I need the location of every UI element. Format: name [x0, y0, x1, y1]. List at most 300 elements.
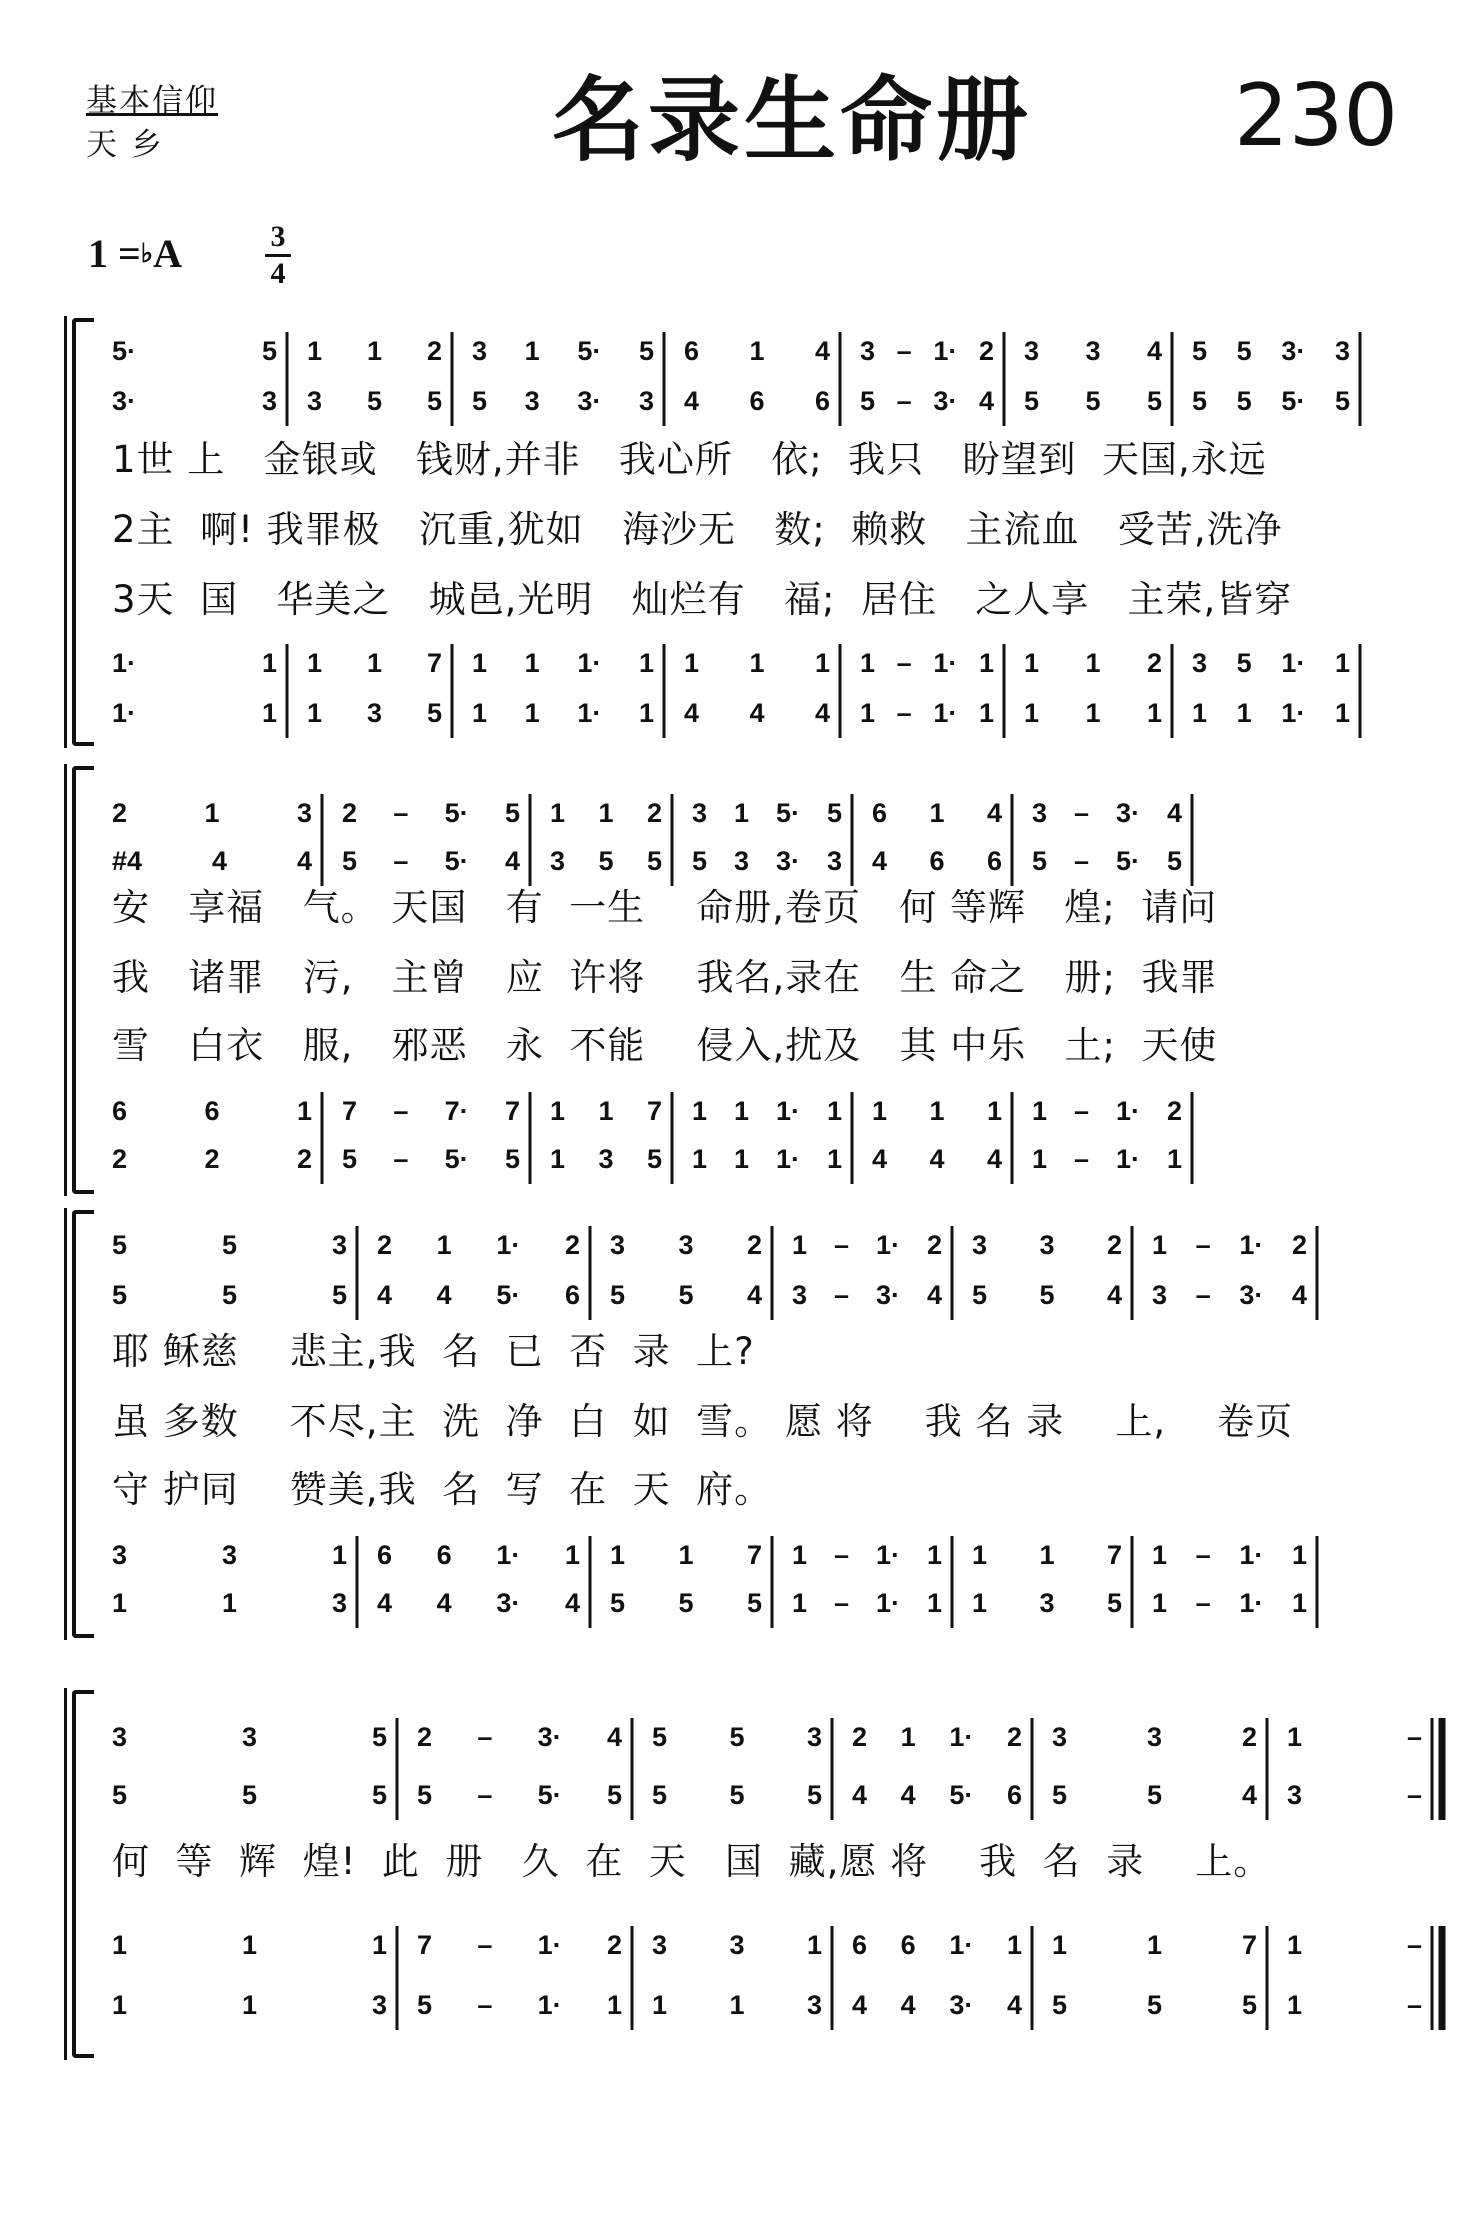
note: 2	[426, 336, 442, 366]
note: 5·	[1281, 386, 1306, 416]
note: 5·	[496, 1280, 521, 1310]
soprano-alto-measure	[342, 846, 520, 877]
note: 5·	[537, 1780, 562, 1810]
tenor-bass-measure	[1032, 1096, 1182, 1127]
note: –	[896, 336, 912, 366]
note: –	[1406, 1930, 1422, 1960]
note: 4	[211, 846, 228, 876]
note: 2	[606, 1930, 622, 1960]
note: –	[833, 1588, 850, 1618]
note: 3	[1085, 336, 1101, 366]
note: 1	[749, 336, 765, 366]
note: 2	[746, 1230, 762, 1260]
note: 6	[929, 846, 945, 876]
note: 4	[926, 1280, 942, 1310]
note: 1	[307, 648, 323, 678]
tenor-bass-measure	[1152, 1588, 1307, 1619]
tenor-bass-measure	[377, 1588, 580, 1619]
tenor-bass-measure	[112, 1930, 387, 1961]
note: 1	[1152, 1540, 1168, 1570]
soprano-alto-measure	[792, 1230, 942, 1261]
key-note: A	[153, 231, 182, 276]
note: 1·	[1115, 1144, 1140, 1174]
soprano-alto-measure	[377, 1230, 580, 1261]
note: 1	[652, 1990, 668, 2020]
soprano-alto-measure	[1287, 1780, 1422, 1811]
tenor-bass-measure	[852, 1930, 1022, 1961]
note: 1·	[875, 1588, 900, 1618]
note: 1	[638, 698, 654, 728]
soprano-alto-measure	[1287, 1722, 1422, 1753]
note: –	[1406, 1990, 1422, 2020]
note: 3	[366, 698, 383, 728]
tenor-bass-measure	[1024, 698, 1162, 729]
note: 5	[652, 1722, 668, 1752]
note: 1	[729, 1990, 745, 2020]
note: 5	[1192, 386, 1208, 416]
note: 1	[684, 648, 700, 678]
note: 5	[1166, 846, 1182, 876]
soprano-alto-measure	[1032, 846, 1182, 877]
note: 3·	[537, 1722, 562, 1752]
note: 5	[371, 1780, 387, 1810]
note: –	[1406, 1780, 1422, 1810]
note: 6	[986, 846, 1002, 876]
note: 2	[926, 1230, 942, 1260]
note: 4	[377, 1588, 393, 1618]
note: 2	[978, 336, 994, 366]
note: 3	[1039, 1588, 1055, 1618]
note: 1·	[537, 1930, 562, 1960]
note: 3	[1287, 1780, 1303, 1810]
note: 1	[806, 1930, 822, 1960]
note: 4	[1166, 798, 1182, 828]
note: 3	[860, 336, 876, 366]
note: 1·	[1281, 648, 1306, 678]
note: 5	[826, 798, 842, 828]
note: 1	[1287, 1990, 1303, 2020]
soprano-alto-measure	[972, 1230, 1122, 1261]
soprano-alto-measure	[472, 336, 654, 367]
note: 3·	[496, 1588, 521, 1618]
soprano-alto-measure	[972, 1280, 1122, 1311]
note: 6	[377, 1540, 393, 1570]
note: 1	[1334, 698, 1350, 728]
soprano-alto-measure	[1052, 1780, 1257, 1811]
tenor-bass-measure	[972, 1588, 1122, 1619]
note: –	[393, 1096, 409, 1126]
note: 1	[112, 1990, 128, 2020]
note: 4	[872, 1144, 888, 1174]
lyric-line-3: 雪 白衣 服, 邪恶 永 不能 侵入,扰及 其 中乐 土; 天使	[112, 1024, 1218, 1067]
note: 4	[296, 846, 312, 876]
soprano-alto-measure	[417, 1780, 622, 1811]
note: 1	[1291, 1540, 1307, 1570]
note: 5	[678, 1280, 694, 1310]
tenor-bass-measure	[872, 1096, 1002, 1127]
note: 5	[746, 1588, 762, 1618]
tenor-bass-measure	[652, 1990, 822, 2021]
note: 1·	[775, 1096, 800, 1126]
note: 1	[929, 1096, 945, 1126]
note: 6	[749, 386, 765, 416]
soprano-alto-measure	[652, 1722, 822, 1753]
note: 1	[792, 1540, 808, 1570]
note: 1	[1032, 1096, 1048, 1126]
note: –	[477, 1722, 493, 1752]
note: 4	[986, 798, 1002, 828]
soprano-alto-measure	[112, 846, 312, 877]
note: 1	[1152, 1588, 1168, 1618]
note: 1	[972, 1540, 988, 1570]
note: 1	[331, 1540, 347, 1570]
note: 2	[296, 1144, 312, 1174]
note: 3	[1024, 336, 1040, 366]
soprano-alto-measure	[1024, 386, 1162, 417]
system-2	[72, 766, 1412, 1186]
tenor-bass-measure	[1152, 1540, 1307, 1571]
note: 3	[241, 1722, 258, 1752]
note: 1	[1039, 1540, 1055, 1570]
note: 5	[472, 386, 488, 416]
subcategory-label: 天 乡	[86, 127, 164, 163]
note: 1	[366, 336, 383, 366]
note: 2	[204, 1144, 220, 1174]
soprano-alto-measure	[112, 1780, 387, 1811]
note: –	[896, 648, 912, 678]
soprano-alto-measure	[872, 846, 1002, 877]
note: 5	[646, 846, 662, 876]
note: 5	[112, 1280, 128, 1310]
note: 6	[684, 336, 700, 366]
note: 1	[1146, 1930, 1163, 1960]
note: 4	[814, 336, 830, 366]
note: 5	[504, 798, 520, 828]
note: 5	[860, 386, 876, 416]
soprano-alto-measure	[377, 1280, 580, 1311]
note: 3	[1152, 1280, 1168, 1310]
lyric-line-1: 何 等 辉 煌! 此 册 久 在 天 国 藏,愿 将 我 名 录 上。	[112, 1840, 1272, 1883]
soprano-alto-measure	[684, 386, 830, 417]
note: 5	[610, 1588, 626, 1618]
note: 3	[1052, 1722, 1068, 1752]
soprano-alto-measure	[112, 1280, 347, 1311]
tenor-bass-measure	[342, 1144, 520, 1175]
note: 3	[261, 386, 277, 416]
soprano-alto-measure	[1052, 1722, 1257, 1753]
note: –	[1073, 846, 1090, 876]
tenor-bass-measure	[417, 1990, 622, 2021]
note: 3	[472, 336, 488, 366]
note: 5	[1052, 1990, 1068, 2020]
note: 5·	[949, 1780, 974, 1810]
soprano-alto-measure	[112, 336, 277, 367]
note: 1	[1085, 698, 1101, 728]
note: 4	[749, 698, 765, 728]
note: 6	[872, 798, 888, 828]
note: 1	[986, 1096, 1002, 1126]
note: 4	[606, 1722, 622, 1752]
tenor-bass-measure	[112, 1540, 347, 1571]
note: 2	[1166, 1096, 1182, 1126]
tenor-bass-measure	[1192, 648, 1350, 679]
soprano-alto-measure	[860, 386, 994, 417]
note: 4	[1006, 1990, 1022, 2020]
note: 3	[112, 1722, 128, 1752]
soprano-alto-measure	[112, 1722, 387, 1753]
note: 4	[746, 1280, 762, 1310]
system-1	[72, 318, 1412, 738]
tenor-bass-measure	[112, 1990, 387, 2021]
soprano-alto-measure	[1152, 1230, 1307, 1261]
note: 1·	[949, 1930, 974, 1960]
note: 1	[550, 1096, 566, 1126]
tenor-bass-measure	[792, 1588, 942, 1619]
note: 1	[814, 648, 830, 678]
note: 1	[638, 648, 654, 678]
note: 1	[1024, 698, 1040, 728]
note: 1·	[933, 336, 958, 366]
note: 3	[972, 1230, 988, 1260]
note: 1	[472, 648, 488, 678]
note: 5	[371, 1722, 387, 1752]
note: –	[1073, 798, 1090, 828]
soprano-alto-measure	[1192, 336, 1350, 367]
note: 5	[342, 846, 358, 876]
note: 4	[852, 1780, 868, 1810]
note: 1	[978, 648, 994, 678]
note: 3·	[577, 386, 602, 416]
note: 3·	[1239, 1280, 1264, 1310]
note: 1	[692, 1144, 708, 1174]
system-3	[72, 1210, 1412, 1630]
note: 1	[436, 1230, 452, 1260]
tenor-bass-measure	[860, 698, 994, 729]
soprano-alto-measure	[1024, 336, 1162, 367]
note: 5	[1106, 1588, 1122, 1618]
note: –	[896, 386, 912, 416]
lyric-line-1: 1世 上 金银或 钱财,并非 我心所 依; 我只 盼望到 天国,永远	[112, 438, 1267, 481]
soprano-alto-measure	[610, 1280, 762, 1311]
note: –	[477, 1930, 493, 1960]
note: 1	[749, 648, 765, 678]
time-denominator: 4	[270, 257, 286, 290]
note: 1	[204, 798, 220, 828]
note: –	[1195, 1540, 1211, 1570]
note: 5	[426, 698, 442, 728]
note: 1	[1334, 648, 1350, 678]
note: 5·	[1115, 846, 1140, 876]
tenor-bass-measure	[112, 1144, 312, 1175]
note: 1	[1166, 1144, 1182, 1174]
note: 3	[331, 1588, 347, 1618]
note: 4	[1241, 1780, 1257, 1810]
soprano-alto-measure	[112, 1230, 347, 1261]
note: 1	[733, 1144, 750, 1174]
note: 4	[1106, 1280, 1122, 1310]
note: 5	[342, 1144, 358, 1174]
tenor-bass-measure	[342, 1096, 520, 1127]
note: 1	[826, 1144, 842, 1174]
note: 5	[1052, 1780, 1068, 1810]
note: 1·	[875, 1230, 900, 1260]
tenor-bass-measure	[652, 1930, 822, 1961]
note: 3	[550, 846, 566, 876]
note: 1	[733, 1096, 750, 1126]
key-signature	[88, 232, 182, 276]
note: 3·	[112, 386, 137, 416]
note: –	[477, 1990, 493, 2020]
tenor-bass-measure	[307, 698, 442, 729]
tenor-bass-measure	[1024, 648, 1162, 679]
note: 5	[1146, 1990, 1163, 2020]
note: 1	[1024, 648, 1040, 678]
note: 3	[296, 798, 312, 828]
note: –	[393, 846, 409, 876]
note: 1	[926, 1588, 942, 1618]
soprano-alto-measure	[692, 846, 842, 877]
note: 5	[417, 1990, 433, 2020]
tenor-bass-measure	[112, 648, 277, 679]
note: 1	[564, 1540, 580, 1570]
soprano-alto-measure	[684, 336, 830, 367]
soprano-alto-measure	[1192, 386, 1350, 417]
note: 1	[112, 1588, 128, 1618]
note: 1	[972, 1588, 988, 1618]
note: 5·	[577, 336, 602, 366]
note: 2	[852, 1722, 868, 1752]
time-signature	[265, 222, 291, 289]
soprano-alto-measure	[112, 798, 312, 829]
note: 7	[342, 1096, 358, 1126]
note: 1·	[1239, 1588, 1264, 1618]
note: 1	[1291, 1588, 1307, 1618]
note: –	[833, 1230, 850, 1260]
note: 7	[646, 1096, 662, 1126]
note: 3	[307, 386, 323, 416]
note: 1	[692, 1096, 708, 1126]
note: 5	[1085, 386, 1101, 416]
note: 2	[1106, 1230, 1122, 1260]
note: 3	[598, 1144, 614, 1174]
note: 5	[426, 386, 442, 416]
note: 1	[1192, 698, 1208, 728]
note: 5·	[775, 798, 800, 828]
tenor-bass-measure	[112, 1588, 347, 1619]
note: 1	[1146, 698, 1162, 728]
note: 5·	[444, 798, 469, 828]
category-label: 基本信仰	[86, 83, 218, 119]
note: 1	[371, 1930, 387, 1960]
note: 1	[872, 1096, 888, 1126]
note: 1	[926, 1540, 942, 1570]
note: 4	[504, 846, 520, 876]
tenor-bass-measure	[872, 1144, 1002, 1175]
note: 3	[826, 846, 842, 876]
note: 5	[652, 1780, 668, 1810]
tenor-bass-measure	[860, 648, 994, 679]
note: –	[833, 1280, 850, 1310]
note: 1·	[933, 698, 958, 728]
note: 5·	[444, 1144, 469, 1174]
note: 1·	[1281, 698, 1306, 728]
note: 3	[524, 386, 540, 416]
soprano-alto-measure	[550, 798, 662, 829]
note: 5	[1192, 336, 1208, 366]
note: 2	[564, 1230, 580, 1260]
lyric-line-2: 2主 啊! 我罪极 沉重,犹如 海沙无 数; 赖救 主流血 受苦,洗净	[112, 508, 1283, 551]
note: 5	[1146, 1780, 1163, 1810]
note: 5	[1236, 386, 1252, 416]
note: 1	[221, 1588, 238, 1618]
note: 5	[221, 1230, 238, 1260]
note: 3	[806, 1990, 822, 2020]
note: 4	[814, 698, 830, 728]
note: 5	[1241, 1990, 1257, 2020]
note: –	[1406, 1722, 1422, 1752]
note: 2	[112, 1144, 128, 1174]
tenor-bass-measure	[792, 1540, 942, 1571]
note: 1·	[577, 648, 602, 678]
note: 1·	[1239, 1540, 1264, 1570]
note: 3	[638, 386, 654, 416]
tenor-bass-measure	[692, 1144, 842, 1175]
tenor-bass-measure	[1192, 698, 1350, 729]
note: 1·	[112, 698, 137, 728]
soprano-alto-measure	[112, 386, 277, 417]
tenor-bass-measure	[1287, 1990, 1422, 2021]
tenor-bass-measure	[550, 1144, 662, 1175]
note: 3·	[775, 846, 800, 876]
tenor-bass-measure	[377, 1540, 580, 1571]
note: 6	[436, 1540, 452, 1570]
note: 1·	[1115, 1096, 1140, 1126]
soprano-alto-measure	[692, 798, 842, 829]
note: 1	[550, 1144, 566, 1174]
note: 3	[729, 1930, 745, 1960]
lyric-line-3: 守 护同 赞美,我 名 写 在 天 府。	[112, 1468, 773, 1511]
note: 6	[1006, 1780, 1022, 1810]
soprano-alto-measure	[550, 846, 662, 877]
note: 1	[792, 1588, 808, 1618]
note: 7	[426, 648, 442, 678]
note: 3	[221, 1540, 238, 1570]
note: 5	[646, 1144, 662, 1174]
note: 2	[1146, 648, 1162, 678]
note: 5	[1024, 386, 1040, 416]
note: –	[1073, 1144, 1090, 1174]
tenor-bass-measure	[684, 698, 830, 729]
note: 5·	[112, 336, 137, 366]
tenor-bass-measure	[307, 648, 442, 679]
note: –	[393, 1144, 409, 1174]
tenor-bass-measure	[112, 698, 277, 729]
note: 1	[524, 698, 540, 728]
note: 3	[371, 1990, 387, 2020]
note: 1·	[775, 1144, 800, 1174]
note: 1	[598, 798, 614, 828]
note: 7·	[444, 1096, 469, 1126]
note: 1	[241, 1990, 258, 2020]
note: 5	[1334, 386, 1350, 416]
note: –	[896, 698, 912, 728]
note: 1	[241, 1930, 258, 1960]
note: 2	[377, 1230, 393, 1260]
note: 1	[1032, 1144, 1048, 1174]
note: 7	[417, 1930, 433, 1960]
note: 2	[417, 1722, 433, 1752]
note: 4	[929, 1144, 945, 1174]
